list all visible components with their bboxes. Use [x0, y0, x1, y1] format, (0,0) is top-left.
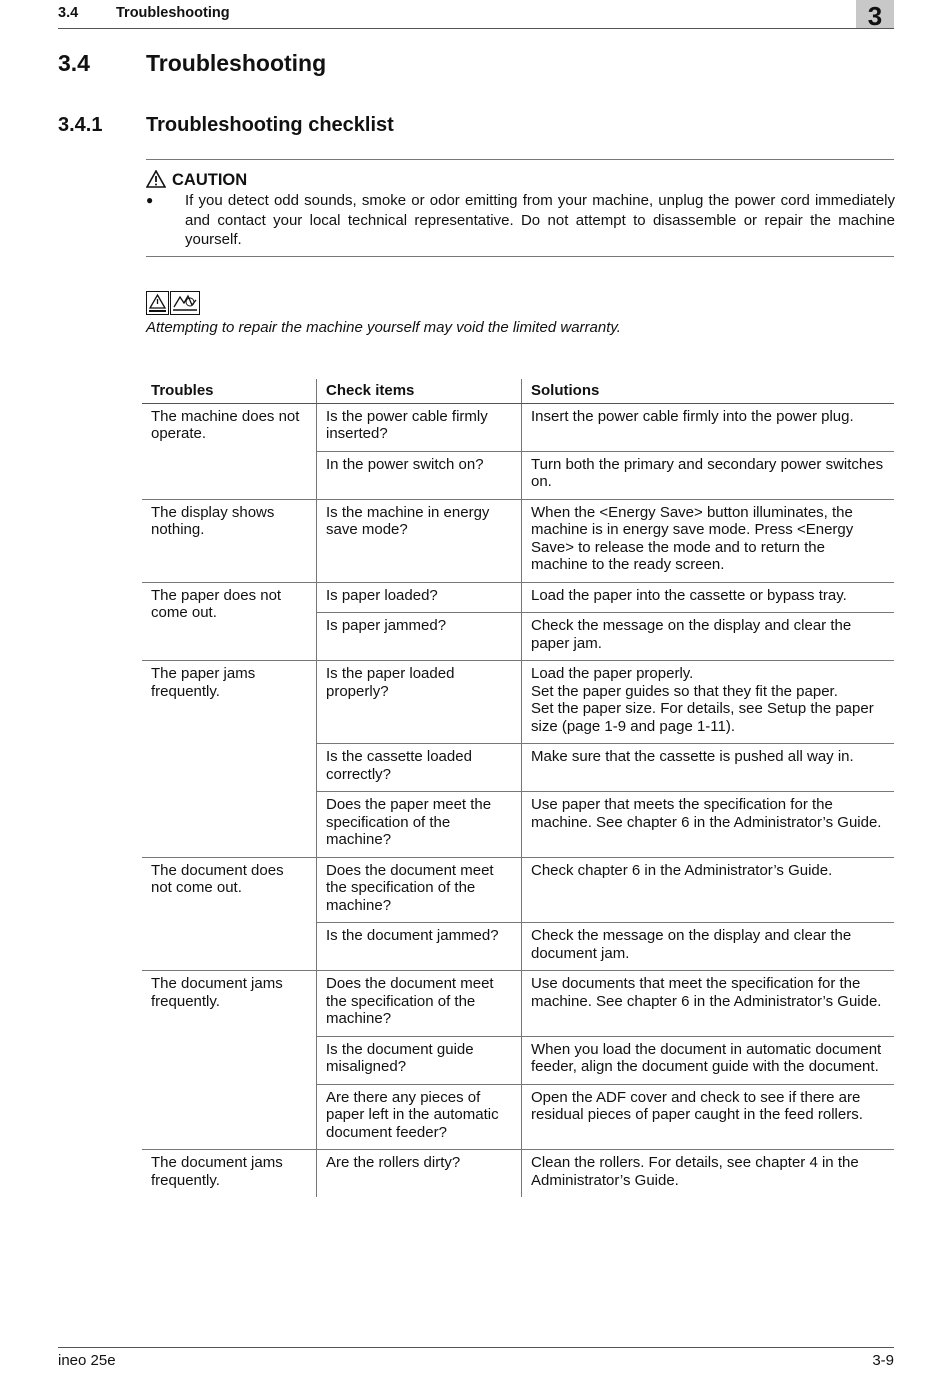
trouble-cell: The document jams frequently. [142, 971, 317, 1150]
solution-cell: When you load the document in automatic document feeder, align the document guide with the document. [522, 1036, 895, 1084]
check-item-cell: Is paper jammed? [317, 613, 522, 661]
footer-rule [58, 1347, 894, 1348]
caution-label: CAUTION [172, 171, 248, 189]
check-item-cell: Is paper loaded? [317, 582, 522, 613]
caution-bullet: ● [146, 193, 154, 207]
caution-bottom-rule [146, 256, 894, 257]
check-item-cell: Does the paper meet the specification of the machine? [317, 792, 522, 858]
trouble-cell: The paper does not come out. [142, 582, 317, 661]
caution-heading [146, 170, 247, 190]
solution-cell: Load the paper into the cassette or bypass tray. [522, 582, 895, 613]
heading1-title: Troubleshooting [146, 50, 327, 76]
solution-cell: Check the message on the display and clear the paper jam. [522, 613, 895, 661]
table-header-row [142, 379, 894, 403]
solution-cell: When the <Energy Save> button illuminates, the machine is in energy save mode. Press <Energy Save> to release the mode and to return the machine to the ready screen. [522, 499, 895, 582]
solution-cell: Clean the rollers. For details, see chapter 4 in the Administrator’s Guide. [531, 1154, 859, 1189]
table-row [142, 403, 894, 451]
check-item-cell: Is the power cable firmly inserted? [317, 403, 522, 451]
warning-triangle-icon [146, 170, 166, 188]
solution-cell: Turn both the primary and secondary power switches on. [522, 451, 895, 499]
warranty-note: Attempting to repair the machine yourself may void the limited warranty. [146, 319, 621, 336]
trouble-cell: The display shows nothing. [142, 499, 317, 582]
running-header-title: Troubleshooting [116, 5, 230, 21]
check-item-cell: Does the document meet the specification of the machine? [317, 971, 522, 1037]
caution-text: If you detect odd sounds, smoke or odor emitting from your machine, unplug the power cord immediately and contact your local technical representative. Do not attempt to disassemble or repair the machine yourself. [185, 192, 895, 248]
running-header-section: 3.4 [58, 5, 79, 21]
trouble-cell: The document does not come out. [142, 857, 317, 971]
check-item-cell: Are the rollers dirty? [317, 1150, 522, 1198]
table-row [142, 1150, 894, 1198]
solution-cell: Make sure that the cassette is pushed all way in. [522, 744, 895, 792]
column-header-troubles: Troubles [142, 379, 317, 403]
check-item-cell: In the power switch on? [317, 451, 522, 499]
table-row [142, 582, 894, 613]
running-header [58, 2, 894, 29]
solution-cell: Check chapter 6 in the Administrator’s Guide. [522, 857, 895, 923]
check-item-cell: Is the machine in energy save mode? [317, 499, 522, 582]
solution-cell: Open the ADF cover and check to see if there are residual pieces of paper caught in the feed rollers. [522, 1084, 895, 1150]
table-row [142, 661, 894, 744]
heading1-number: 3.4 [58, 50, 90, 76]
heading2-title: Troubleshooting checklist [146, 114, 394, 136]
check-item-cell: Is the document jammed? [317, 923, 522, 971]
check-item-cell: Is the paper loaded properly? [317, 661, 522, 744]
footer-product: ineo 25e [58, 1352, 116, 1369]
solution-cell: Use paper that meets the specification for the machine. See chapter 6 in the Administrator’s Guide. [522, 792, 895, 858]
solution-cell: Load the paper properly. Set the paper guides so that they fit the paper. Set the paper size. For details, see Setup the paper size (page 1-9 and page 1-11). [522, 661, 895, 744]
trouble-cell: The machine does not operate. [142, 403, 317, 499]
table-row [142, 857, 894, 923]
chapter-number-tab: 3 [856, 0, 894, 28]
check-item-cell: Are there any pieces of paper left in the automatic document feeder? [317, 1084, 522, 1150]
solution-cell: Use documents that meet the specification for the machine. See chapter 6 in the Administrator’s Guide. [522, 971, 895, 1037]
solution-cell: Check the message on the display and clear the document jam. [522, 923, 895, 971]
check-item-cell: Is the document guide misaligned? [317, 1036, 522, 1084]
troubleshooting-table [142, 379, 894, 1197]
trouble-cell: The paper jams frequently. [142, 661, 317, 858]
caution-top-rule [146, 159, 894, 160]
check-item-cell: Is the cassette loaded correctly? [317, 744, 522, 792]
heading2-number: 3.4.1 [58, 114, 103, 136]
footer-page-number: 3-9 [872, 1352, 894, 1369]
column-header-check-items: Check items [317, 379, 522, 403]
trouble-cell: The document jams frequently. [142, 1150, 317, 1198]
table-row [142, 971, 894, 1037]
no-repair-warranty-icon [146, 291, 200, 320]
table-row [142, 499, 894, 582]
check-item-cell: Does the document meet the specification of the machine? [317, 857, 522, 923]
column-header-solutions: Solutions [522, 379, 895, 403]
solution-cell: Insert the power cable firmly into the power plug. [522, 403, 895, 451]
